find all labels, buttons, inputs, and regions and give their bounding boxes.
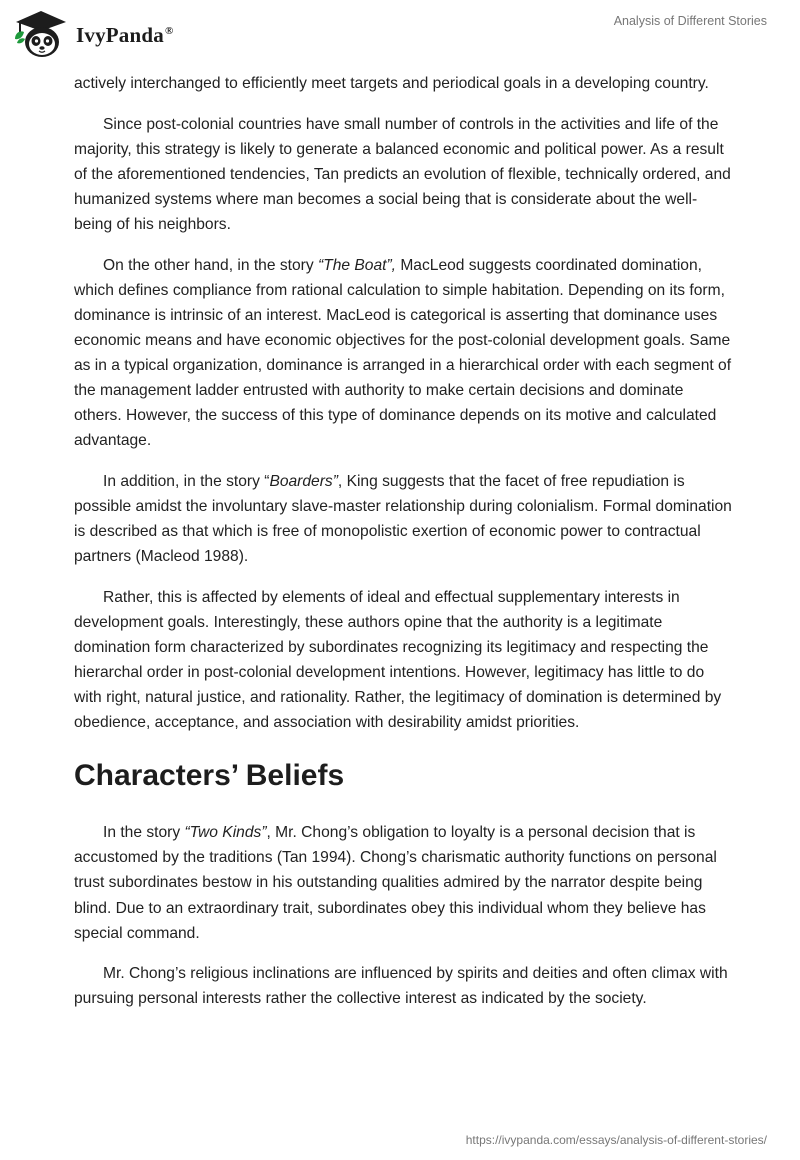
- story-title: “The Boat”,: [317, 256, 396, 274]
- essay-body: [74, 71, 734, 1011]
- paragraph: In the story “Two Kinds”, Mr. Chong’s obligation to loyalty is a personal decision that is accustomed by the traditions (Tan 1994). Chong’s charismatic authority functions on personal trust subordinates bestow in his outstanding qualities admired by the narrator despite being blind. Due to an extraordinary trait, subordinates obey this individual whom they believe has special command.: [74, 824, 717, 942]
- paragraph: In addition, in the story “Boarders”, King suggests that the facet of free repudiation is possible amidst the involuntary slave-master relationship during colonialism. Formal domination is described as that which is free of monopolistic exertion of economic power to contractual partners (Macleod 1988).: [74, 472, 732, 566]
- source-url[interactable]: https://ivypanda.com/essays/analysis-of-different-stories/: [465, 1133, 767, 1147]
- section-heading: Characters’ Beliefs: [74, 759, 345, 793]
- paragraph: On the other hand, in the story “The Boat”, MacLeod suggests coordinated domination, which defines compliance from rational calculation to simple habitation. Depending on its form, dominance is intrinsic of an interest. MacLeod is categorical is asserting that dominance uses economic means and have economic objectives for the post-colonial development goals. Same as in a typical organization, dominance is arranged in a hierarchical order with each segment of the management ladder entrusted with authority to make certain decisions and dominate others. However, the success of this type of dominance depends on its motive and calculated advantage.: [74, 256, 732, 450]
- running-title: Analysis of Different Stories: [613, 14, 767, 28]
- story-title: “Two Kinds”: [184, 824, 267, 842]
- page-header: [0, 0, 800, 66]
- story-title: Boarders”: [269, 472, 338, 490]
- paragraph-continued: actively interchanged to efficiently meet targets and periodical goals in a developing country.: [74, 75, 709, 92]
- panda-graduate-icon: [12, 6, 70, 62]
- ivypanda-logo[interactable]: [12, 6, 173, 62]
- brand-name: IvyPanda®: [76, 22, 174, 47]
- paragraph: Rather, this is affected by elements of ideal and effectual supplementary interests in development goals. Interestingly, these authors opine that the authority is a legitimate domination form characterized by subordinates recognizing its legitimacy and respecting the hierarchal order in post-colonial development intentions. However, legitimacy has little to do with right, natural justice, and rationality. Rather, the legitimacy of domination is determined by obedience, acceptance, and association with desirability amidst priorities.: [74, 588, 722, 732]
- paragraph: Since post-colonial countries have small number of controls in the activities and life of the majority, this strategy is likely to generate a balanced economic and political power. As a result of the aforementioned tendencies, Tan predicts an evolution of flexible, technically ordered, and humanized systems where man becomes a social being that is considerate about the well-being of his neighbors.: [74, 115, 731, 233]
- paragraph: Mr. Chong’s religious inclinations are influenced by spirits and deities and often climax with pursuing personal interests rather the collective interest as indicated by the society.: [74, 965, 728, 1008]
